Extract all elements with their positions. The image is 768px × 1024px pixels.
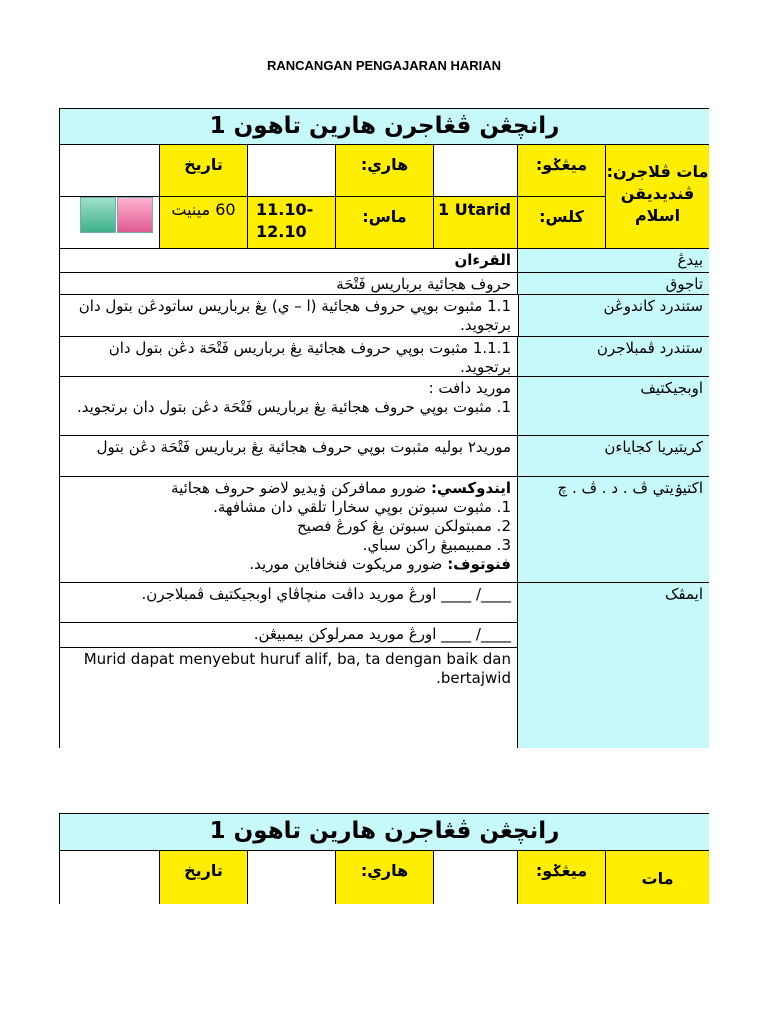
table-heading: رانچڠن ڤڠاجرن هارين تاهون 1 — [60, 109, 709, 145]
aktiviti-step-2: 2. ممبتولکن سبوتن يڠ کورڠ فصيح — [296, 517, 511, 535]
tajuk-value: حروف هجائية برباريس فَتْحَة — [60, 273, 518, 295]
minggu-label: ميڠݢو: — [518, 145, 606, 197]
workbook-cover-image — [117, 197, 153, 233]
aktiviti-label: اکتيۏيتي ڤ . د . ڤ . چ — [518, 477, 709, 583]
bidang-value: القرءان — [60, 249, 518, 273]
mata-pelajaran-label: مات ڤلاجرن: ڤنديديقن اسلام — [606, 145, 709, 249]
kriteria-kejayaan-value: موريد٢ بوليه مثبوت بوڽي حروف هجائية يڠ برباريس فَتْحَة دڠن بتول — [60, 436, 518, 477]
table-2-heading: رانچڠن ڤڠاجرن هارين تاهون 1 — [60, 814, 709, 851]
masa-value: 60 مينيت — [160, 197, 248, 249]
impak-line-3: Murid dapat menyebut huruf alif, ba, ta dengan baik dan bertajwid. — [60, 648, 518, 748]
impak-line-2: ____/ ____ اورڠ موريد ممرلوکن بيمبيڠن. — [60, 623, 518, 648]
masa-label: ماس: — [336, 197, 434, 249]
penutup-text: ضورو مريکوت فنخافاين موريد. — [249, 555, 448, 573]
table-2-tarikh-value — [248, 851, 336, 904]
aktiviti-step-3: 3. ممبيمبيڠ راکن سباي. — [362, 536, 511, 554]
table-2-hari-label: هاري: — [336, 851, 434, 904]
kelas-label: کلس: — [518, 197, 606, 249]
empty-cell — [60, 851, 160, 904]
table-2-mata-label: مات — [606, 851, 709, 904]
standard-kandungan-label: ستندرد کاندوڠن — [518, 295, 709, 337]
standard-kandungan-value: 1.1 مثبوت بوڽي حروف هجائية (ا – ي) يڠ برباريس ساتودڠن بتول دان برتجويد. — [60, 295, 709, 337]
document-title: RANCANGAN PENGAJARAN HARIAN — [266, 58, 501, 73]
impak-line-1: ____/ ____ اورڠ موريد داڤت منچاڤاي اوبجيکتيف ڤمبلاجرن. — [60, 583, 518, 623]
hari-value — [434, 145, 518, 197]
penutup-heading: فنوتوف: — [447, 555, 511, 573]
time-value: 11.10-12.10 — [248, 197, 336, 249]
table-2-minggu-label: ميڠݢو: — [518, 851, 606, 904]
impak-label: ايمڤک — [518, 583, 709, 748]
objektif-line-2: 1. مثبوت بوڽي حروف هجائية يڠ برباريس فَتْحَة دڠن بتول دان برتجويد. — [76, 398, 511, 416]
kriteria-kejayaan-label: کريتيريا کجاياءن — [518, 436, 709, 477]
induksi-heading: ايندوکسي: — [430, 479, 511, 497]
tajuk-label: تاجوق — [518, 273, 709, 295]
bidang-label: بيدڠ — [518, 249, 709, 273]
objektif-line-1: موريد دافت : — [428, 379, 511, 397]
standard-pembelajaran-label: ستندرد ڤمبلاجرن — [518, 337, 709, 377]
aktiviti-step-1: 1. مثبوت سبوتن بوڽي سخارا تلقي دان مشافهة. — [213, 498, 511, 516]
objektif-label: اوبجيکتيف — [518, 377, 709, 436]
tarikh-label: تاريخ — [160, 145, 248, 197]
lesson-plan-table-2 — [59, 813, 709, 904]
table-2-hari-value — [434, 851, 518, 904]
aktiviti-value — [60, 477, 518, 583]
tarikh-value — [248, 145, 336, 197]
table-2-tarikh-label: تاريخ — [160, 851, 248, 904]
textbook-cover-image — [80, 197, 116, 233]
book-images-cell — [60, 197, 160, 249]
lesson-plan-table-1 — [59, 108, 709, 748]
standard-pembelajaran-value: 1.1.1 مثبوت بوڽي حروف هجائية يڠ برباريس فَتْحَة دڠن بتول دان برتجويد. — [60, 337, 518, 377]
induksi-text: ضورو ممافرکن ۏيديو لاضو حروف هجائية — [171, 479, 431, 497]
kelas-value: 1 Utarid — [434, 197, 518, 249]
objektif-value — [60, 377, 518, 436]
hari-label: هاري: — [336, 145, 434, 197]
empty-cell — [60, 145, 160, 197]
